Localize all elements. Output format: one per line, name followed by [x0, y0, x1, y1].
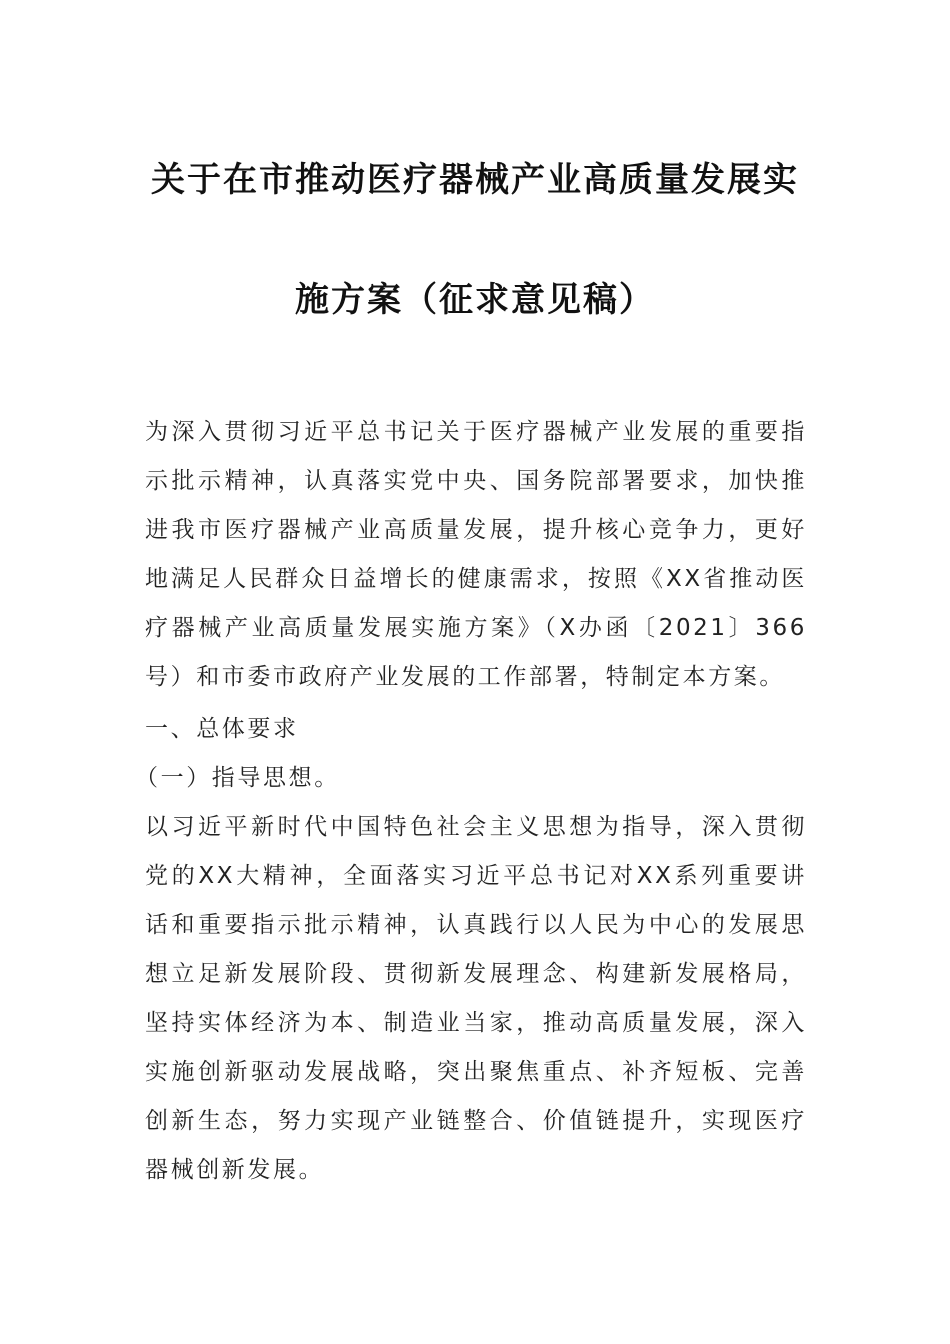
- guiding-ideology-paragraph: 以习近平新时代中国特色社会主义思想为指导，深入贯彻党的XX大精神，全面落实习近平总书记对XX系列重要讲话和重要指示批示精神，认真践行以人民为中心的发展思想立足新发展阶段、贯彻新发展理念、构建新发展格局，坚持实体经济为本、制造业当家，推动高质量发展，深入实施创新驱动发展战略，突出聚焦重点、补齐短板、完善创新生态，努力实现产业链整合、价值链提升，实现医疗器械创新发展。: [145, 814, 807, 1183]
- subsection-heading: （一）指导思想。: [135, 765, 340, 791]
- document-title-line-2: 施方案（征求意见稿）: [295, 280, 655, 320]
- document-title-line-1: 关于在市推动医疗器械产业高质量发展实: [151, 160, 799, 200]
- intro-paragraph: 为深入贯彻习近平总书记关于医疗器械产业发展的重要指示批示精神，认真落实党中央、国务院部署要求，加快推进我市医疗器械产业高质量发展，提升核心竞争力，更好地满足人民群众日益增长的健康需求，按照《XX省推动医疗器械产业高质量发展实施方案》（X办函〔2021〕366号）和市委市政府产业发展的工作部署，特制定本方案。: [145, 419, 807, 690]
- section-heading: 一、总体要求: [145, 716, 299, 742]
